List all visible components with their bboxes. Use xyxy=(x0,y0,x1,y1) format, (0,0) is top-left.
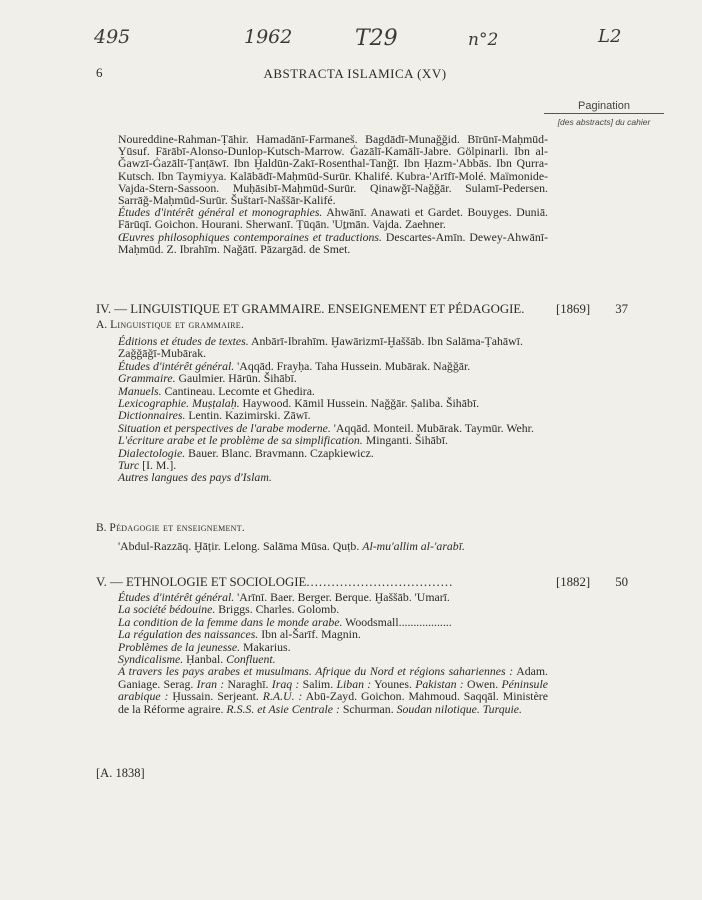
rest-7: Owen. xyxy=(463,676,502,691)
rest-12: R.S.S. et Asie Centrale : xyxy=(226,701,340,716)
rest-11: Abū-Zayd. Goichon. Mahmoud. Saqqāl. Ministère de la Réforme agraire. xyxy=(118,689,548,716)
subsection-label: Linguistique et grammaire. xyxy=(110,319,245,331)
entries-b xyxy=(118,540,548,552)
rubric-text: Ahwānī. Anawati et Gardet. Bouyges. Duniā. Fārūqī. Goichon. Hourani. Sherwanī. Ṭūqān. 'Uṯmān. Vajda. Zaehner. xyxy=(118,205,549,232)
rubric-label: Études d'intérêt général. xyxy=(118,358,235,373)
subsection-a-heading xyxy=(96,319,244,331)
rubric-label: Situation et perspectives de l'arabe moderne. xyxy=(118,420,331,435)
rest-5: Younes. xyxy=(371,676,416,691)
section-v-heading xyxy=(96,575,628,590)
handwritten-note-1: 495 xyxy=(94,26,131,48)
rest-8: Péninsule arabique : xyxy=(118,676,548,704)
rubric-label: Dialectologie. xyxy=(118,445,186,460)
list-item xyxy=(118,471,548,483)
section-title: IV. — LINGUISTIQUE ET GRAMMAIRE. ENSEIGNEMENT ET PÉDAGOGIE. xyxy=(96,302,525,316)
entries-a xyxy=(118,335,548,484)
section-page: 50 xyxy=(615,575,628,589)
continuation-block xyxy=(118,133,548,255)
etudes-paragraph xyxy=(118,206,548,230)
rubric-label: Grammaire. xyxy=(118,371,176,386)
stamp-subtitle: [des abstracts] du cahier xyxy=(557,117,651,127)
rubric-label: Éditions et études de textes. xyxy=(118,334,249,348)
rubric-text: 'Aqqād. Monteil. Mubārak. Taymūr. Wehr. xyxy=(330,420,534,435)
rubric-text: Woodsmall.................. xyxy=(342,614,452,629)
running-title: ABSTRACTA ISLAMICA (XV) xyxy=(263,66,447,81)
rubric-label: Turc xyxy=(118,458,140,473)
rubric-text: 'Aqqād. Frayḥa. Taha Hussein. Mubārak. Naǧǧār. xyxy=(234,358,471,373)
rest-13: Schurman. xyxy=(339,701,397,716)
rest-10: R.A.U. : xyxy=(262,689,303,704)
rubric-label: Lexicographie. Muṣṭalaḥ. xyxy=(118,396,240,411)
rubric-label: Dictionnaires. xyxy=(118,408,186,423)
rubric-label: La condition de la femme dans le monde arabe. xyxy=(118,614,343,629)
rest-2: Iraq : xyxy=(271,676,300,691)
rubric-label: A travers les pays arabes et musulmans. Afrique du Nord et régions sahariennes : xyxy=(118,664,514,679)
footer-ref: [A. 1838] xyxy=(96,766,145,780)
page-number: 6 xyxy=(96,65,103,80)
rest-9: Ḥussain. Serjeant. xyxy=(168,689,263,704)
rest-14: Soudan nilotique. Turquie. xyxy=(396,701,522,716)
section-title: V. — ETHNOLOGIE ET SOCIOLOGIE xyxy=(96,575,307,589)
rest-6: Pakistan : xyxy=(415,676,464,691)
section-ref: [1882] xyxy=(556,575,591,589)
rubric-text: Ḥanbal. xyxy=(183,652,227,667)
stamp-title: Pagination xyxy=(544,100,664,114)
entries-v xyxy=(118,591,548,715)
rubric-label: Manuels. xyxy=(118,383,162,398)
rubric-tail: Confluent. xyxy=(226,652,276,667)
rubric-label: La régulation des naissances. xyxy=(118,627,259,642)
rubric-text: Haywood. Kāmil Hussein. Naǧǧār. Ṣaliba. Šihābī. xyxy=(239,396,480,411)
leader-dots: ................................... xyxy=(306,575,454,589)
rubric-label: Problèmes de la jeunesse. xyxy=(118,639,241,654)
rubric-text: Makarius. xyxy=(240,639,291,654)
handwritten-note-3: T29 xyxy=(355,26,398,51)
rubric-text: Bauer. Blanc. Bravmann. Czapkiewicz. xyxy=(185,445,374,460)
list-item xyxy=(118,540,548,552)
rubric-label: Œuvres philosophiques contemporaines et traductions. xyxy=(118,229,382,244)
rubric-text: Ibn al-Šarīf. Magnin. xyxy=(258,627,361,642)
section-iv-heading xyxy=(96,302,628,317)
subsection-letter: B. xyxy=(96,522,107,534)
section-page: 37 xyxy=(615,302,628,316)
rubric-text: Lentin. Kazimirski. Zāwī. xyxy=(185,408,311,423)
author-list: Noureddine-Rahman-Ṭāhir. Hamadānī-Farmaneš. Bagdādī-Munaǧǧid. Bīrūnī-Maḥmūd-Yūsuf. Fārābī-Alonso-Dunlop-Kutsch-Marrow. Ġazālī-Kamālī-Jabre. Gölpinarli. Ibn al-Ǧawzī-Ġazālī-Ṭanṭāwī. Ibn Ḫaldūn-Zakī-Rosenthal-Tanǧī. Ibn Ḥazm-'Abbās. Ibn Qurra-Kutsch. Ibn Taymiyya. Kalābādī-Maḥmūd-Surūr. Khalifé. Kubra-'Arīfī-Molé. Maïmonide-Vajda-Stern-Sassoon. Muḥāsibī-Maḥmūd-Surūr. Qinawǧī-Naǧǧār. Sulamī-Pedersen. Sarrāǧ-Maḥmūd-Surūr. Šuštarī-Naššār-Kalifé. xyxy=(118,132,548,208)
list-item xyxy=(118,665,548,715)
subsection-label: Pédagogie et enseignement. xyxy=(109,522,246,534)
rubric-label: L'écriture arabe et le problème de sa simplification. xyxy=(118,433,363,448)
rubric-text: Descartes-Amīn. Dewey-Ahwānī-Maḥmūd. Z. Ibrahīm. Naǧātī. Pāzargād. de Smet. xyxy=(118,229,548,256)
handwritten-note-4: n°2 xyxy=(468,30,499,50)
rubric-text: 'Abdul-Razzāq. Ḫāṭir. Lelong. Salāma Mūsa. Quṭb. xyxy=(118,539,363,553)
rubric-tail: Al-mu'allim al-'arabī. xyxy=(362,539,465,553)
rubric-label: La société bédouine. xyxy=(118,602,216,617)
rubric-text: Adam. Ganiage. Serag. xyxy=(118,664,548,691)
rubric-text: Briggs. Charles. Golomb. xyxy=(215,602,340,617)
rest-3: Salim. xyxy=(299,676,337,691)
rubric-label: Autres langues des pays d'Islam. xyxy=(118,470,272,485)
oeuvres-paragraph xyxy=(118,231,548,255)
handwritten-note-5: L2 xyxy=(598,26,622,47)
rubric-text: Gaulmier. Hārūn. Šihābī. xyxy=(175,371,297,386)
rubric-label: Syndicalisme. xyxy=(118,652,184,667)
rubric-label: Études d'intérêt général et monographies. xyxy=(118,205,323,220)
subsection-b-heading xyxy=(96,522,245,534)
section-ref: [1869] xyxy=(556,302,591,316)
rubric-text: Anbārī-Ibrahīm. Ḫawārizmī-Ḫaššāb. Ibn Salāma-Ṭahāwī. Zaǧǧāǧī-Mubārak. xyxy=(118,334,523,361)
rubric-label: Études d'intérêt général. xyxy=(118,590,235,604)
rest-4: Liban : xyxy=(336,676,372,691)
list-item xyxy=(118,335,548,360)
subsection-letter: A. xyxy=(96,319,108,331)
list-item xyxy=(118,447,548,459)
rubric-text: 'Arīnī. Baer. Berger. Berque. Ḫaššāb. 'Umarī. xyxy=(234,590,450,604)
handwritten-note-2: 1962 xyxy=(244,26,293,48)
pagination-stamp xyxy=(544,100,664,127)
rubric-text: Cantineau. Lecomte et Ghedira. xyxy=(161,383,315,398)
rubric-text: [I. M.]. xyxy=(139,458,177,473)
rest-0: Iran : xyxy=(196,676,225,691)
rubric-text: Minganti. Šihābī. xyxy=(362,433,448,448)
rest-1: Naraghī. xyxy=(224,676,272,691)
